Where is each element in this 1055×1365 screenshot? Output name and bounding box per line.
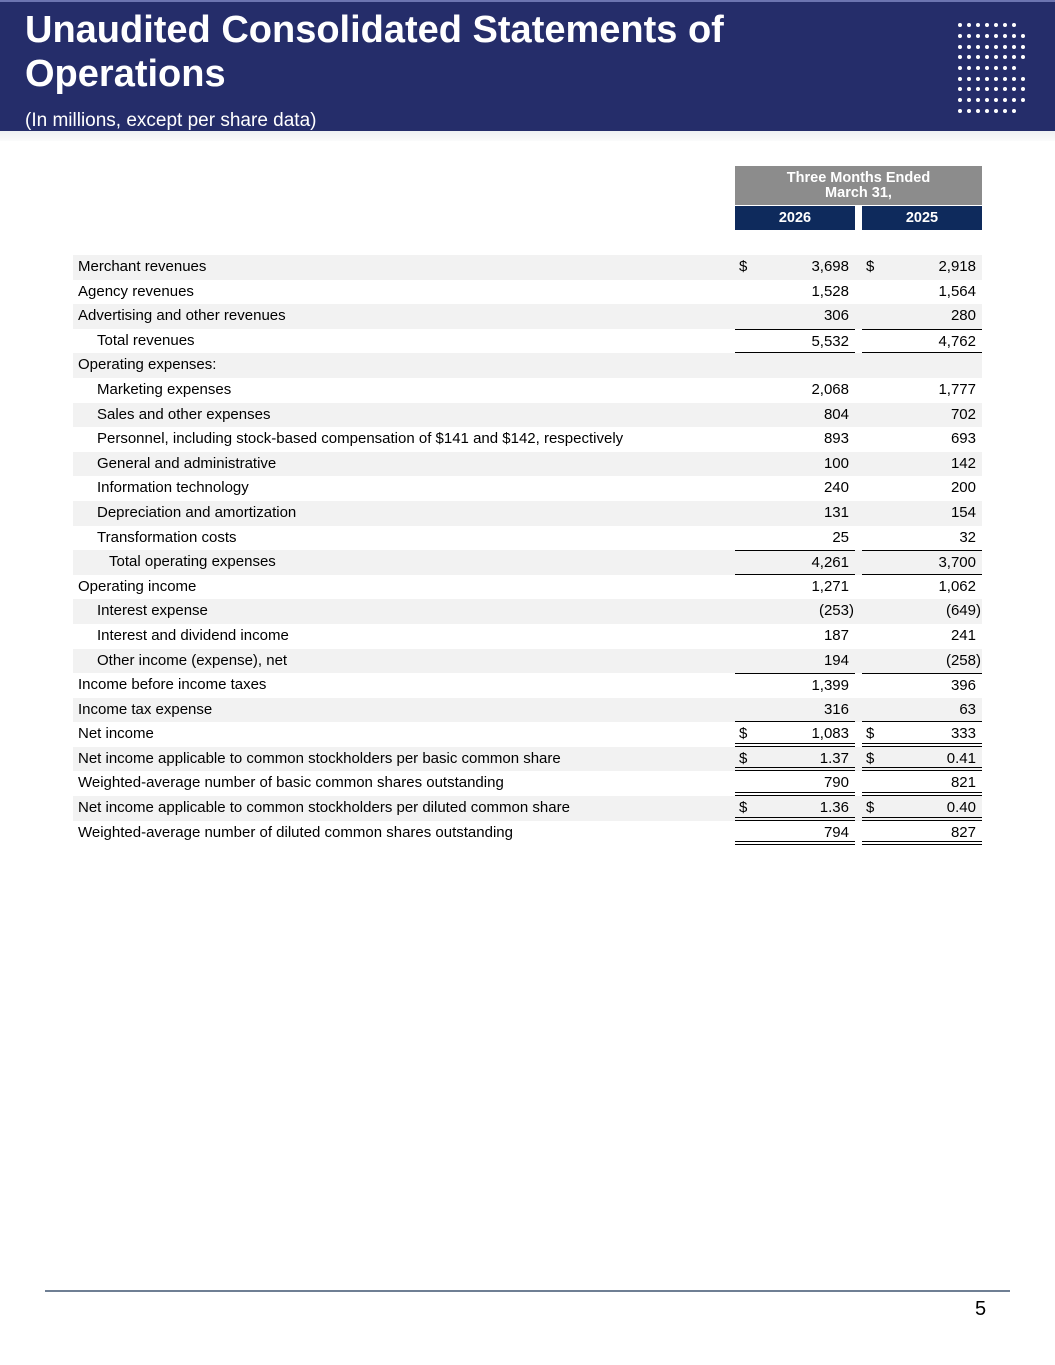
table-row [73,280,982,305]
value-cell-2026 [735,427,855,452]
page-title: Unaudited Consolidated Statements of Operations [25,9,724,95]
amount: 142 [950,454,976,472]
table-row [73,649,982,674]
dot [1021,98,1025,102]
dot [976,45,980,49]
dot [1021,77,1025,81]
table-row [73,771,982,796]
value-cell-2025 [862,722,982,747]
dot [967,23,971,27]
dot-row [958,73,1030,84]
table-row [73,452,982,477]
amount: 316 [823,700,849,718]
value-cell-2026 [735,796,855,821]
amount: 241 [950,626,976,644]
dot [1012,34,1016,38]
dot [994,23,998,27]
amount: 240 [823,479,849,497]
table-row [73,575,982,600]
row-label: Depreciation and amortization [97,503,297,521]
value-cell-2026 [735,526,855,551]
value-cell-2025 [862,575,982,600]
dot [985,109,989,113]
amount: 396 [950,677,976,695]
row-label: Other income (expense), net [97,651,288,669]
dot [967,66,971,70]
value-cell-2025 [862,280,982,305]
row-label: Marketing expenses [97,380,232,398]
table-row [73,378,982,403]
amount: 1,399 [811,677,849,695]
row-label: Interest and dividend income [97,626,289,644]
dot [1012,23,1016,27]
row-label: Weighted-average number of basic common shares outstanding [78,774,504,792]
value-cell-2026 [735,673,855,698]
value-cell-2026 [735,550,855,575]
dot [958,55,962,59]
amount: 1,083 [811,725,849,743]
dot [1003,34,1007,38]
dot [976,23,980,27]
amount: 702 [950,405,976,423]
row-label: General and administrative [97,454,277,472]
table-row [73,501,982,526]
dot [1021,55,1025,59]
page-number: 5 [975,1298,987,1320]
value-cell-2025 [862,304,982,329]
dot [1021,45,1025,49]
value-cell-2026 [735,452,855,477]
currency-symbol: $ [739,258,748,275]
dot [994,45,998,49]
value-cell-2025 [862,698,982,723]
dot [985,34,989,38]
dot [994,55,998,59]
amount: 794 [823,823,849,841]
dot [976,98,980,102]
value-cell-2026 [735,624,855,649]
dot [967,98,971,102]
amount: 1,271 [811,577,849,595]
currency-symbol: $ [866,258,875,275]
amount: 1.36 [819,799,849,817]
row-label: Operating expenses: [78,356,217,374]
dot [1003,87,1007,91]
table-row [73,698,982,723]
amount: 4,261 [811,554,849,572]
amount: 25 [832,528,849,546]
amount: (253) [818,602,854,620]
amount: 1,564 [938,282,976,300]
dot [1021,87,1025,91]
amount: 790 [823,774,849,792]
row-label: Personnel, including stock-based compensation of $141 and $142, respectively [97,430,624,448]
dot [958,109,962,113]
dot [958,77,962,81]
dot [994,77,998,81]
dot [994,66,998,70]
amount: 63 [959,700,976,718]
amount: 3,698 [811,258,849,275]
amount: 1,777 [938,380,976,398]
dot [985,98,989,102]
dot [967,87,971,91]
value-cell-2026 [735,255,855,280]
row-label: Income tax expense [78,700,213,718]
table-row [73,722,982,747]
value-cell-2026 [735,722,855,747]
table-row [73,821,982,846]
value-cell-2026 [735,280,855,305]
table-row [73,526,982,551]
amount: 693 [950,430,976,448]
dot [1003,23,1007,27]
currency-symbol: $ [739,749,748,767]
row-label: Interest expense [97,602,208,620]
row-label: Net income applicable to common stockholders per basic common share [78,749,561,767]
amount: 3,700 [938,554,976,572]
amount: 333 [950,725,976,743]
row-label: Weighted-average number of diluted common shares outstanding [78,823,513,841]
currency-symbol: $ [866,749,875,767]
row-label: Income before income taxes [78,676,267,694]
column-group-label-line1: Three Months Ended [786,169,931,186]
value-cell-2025 [862,673,982,698]
value-cell-2025 [862,624,982,649]
value-cell-2026 [735,649,855,674]
table-row [73,304,982,329]
dot [1003,45,1007,49]
dot-row [958,31,1030,42]
amount: 280 [950,307,976,325]
dot [967,34,971,38]
page-subtitle: (In millions, except per share data) [25,110,317,131]
dot [976,87,980,91]
row-label: Agency revenues [78,282,194,300]
value-cell-2025 [862,821,982,846]
dot [985,45,989,49]
dot-row [958,63,1030,74]
dot [994,98,998,102]
value-cell-2025 [862,476,982,501]
value-cell-2025 [862,526,982,551]
dot [1012,87,1016,91]
dot [1012,55,1016,59]
value-cell-2026 [735,599,855,624]
dot [994,34,998,38]
table-row [73,255,982,280]
dot-row [958,95,1030,106]
value-cell-2025 [862,550,982,575]
dot [976,77,980,81]
table-row [73,353,982,378]
dot [967,77,971,81]
currency-symbol: $ [866,799,875,817]
footer-divider [45,1290,1010,1292]
dot [1012,66,1016,70]
dot [958,23,962,27]
dot [1021,34,1025,38]
amount: 2,918 [938,258,976,275]
value-cell-2025 [862,771,982,796]
table-row [73,673,982,698]
dot [1003,55,1007,59]
dot [1012,77,1016,81]
row-label: Operating income [78,577,197,595]
value-cell-2025 [862,649,982,674]
column-group-header [735,166,982,205]
value-cell-2026 [735,575,855,600]
dot [958,66,962,70]
row-label: Sales and other expenses [97,405,271,423]
row-label: Merchant revenues [78,258,207,275]
value-cell-2026 [735,501,855,526]
row-label: Net income applicable to common stockholders per diluted common share [78,799,570,817]
value-cell-2026 [735,698,855,723]
table-row [73,747,982,772]
dot-row [958,41,1030,52]
amount: 1.37 [819,749,849,767]
row-label: Advertising and other revenues [78,307,286,325]
value-cell-2025 [862,427,982,452]
amount: 131 [823,503,849,521]
value-cell-2025 [862,255,982,280]
amount: 2,068 [811,380,849,398]
amount: 154 [950,503,976,521]
value-cell-2026 [735,821,855,846]
row-label: Information technology [97,479,249,497]
amount: (258) [945,651,981,669]
value-cell-2026 [735,403,855,428]
dot [1012,45,1016,49]
dot-row [958,84,1030,95]
dot [985,66,989,70]
dot [976,55,980,59]
value-cell-2025 [862,501,982,526]
amount: 306 [823,307,849,325]
currency-symbol: $ [739,799,748,817]
value-cell-2026 [735,304,855,329]
dot [958,87,962,91]
value-cell-2025 [862,403,982,428]
dot-row [958,106,1030,117]
amount: 1,528 [811,282,849,300]
dot [1003,77,1007,81]
amount: 827 [950,823,976,841]
row-label: Transformation costs [97,528,237,546]
dot [1003,66,1007,70]
amount: (649) [945,602,981,620]
dot [1012,109,1016,113]
dot [1003,109,1007,113]
value-cell-2025 [862,599,982,624]
amount: 821 [950,774,976,792]
amount: 187 [823,626,849,644]
table-row [73,624,982,649]
row-label: Total revenues [97,331,195,349]
dot-row [958,52,1030,63]
value-cell-2025 [862,353,982,378]
amount: 4,762 [938,332,976,350]
dot [1012,98,1016,102]
value-cell-2025 [862,378,982,403]
amount: 0.41 [946,749,976,767]
dot [985,23,989,27]
dot [958,34,962,38]
row-label: Net income [78,725,154,743]
title-banner [0,0,1055,131]
table-row [73,550,982,575]
dot-grid-icon [958,20,1030,116]
amount: 0.40 [946,799,976,817]
dot [985,77,989,81]
value-cell-2025 [862,452,982,477]
dot [976,109,980,113]
dot [1003,98,1007,102]
amount: 893 [823,430,849,448]
currency-symbol: $ [866,725,875,743]
table-row [73,427,982,452]
table-row [73,796,982,821]
value-cell-2026 [735,771,855,796]
amount: 1,062 [938,577,976,595]
table-row [73,599,982,624]
amount: 5,532 [811,332,849,350]
table-row [73,329,982,354]
dot [967,55,971,59]
value-cell-2025 [862,747,982,772]
amount: 194 [823,651,849,669]
divider-band [0,131,1055,141]
year-header-2026: 2026 [735,206,855,230]
amount: 804 [823,405,849,423]
dot [985,55,989,59]
dot [994,87,998,91]
value-cell-2025 [862,329,982,354]
currency-symbol: $ [739,725,748,743]
dot [994,109,998,113]
amount: 100 [823,454,849,472]
year-header-2025: 2025 [862,206,982,230]
dot [967,109,971,113]
dot [958,98,962,102]
dot [985,87,989,91]
value-cell-2026 [735,747,855,772]
value-cell-2026 [735,378,855,403]
value-cell-2026 [735,353,855,378]
amount: 200 [950,479,976,497]
dot [967,45,971,49]
dot [976,34,980,38]
value-cell-2026 [735,329,855,354]
column-group-label-line2: March 31, [825,184,892,201]
dot [976,66,980,70]
table-row [73,403,982,428]
table-row [73,476,982,501]
dot-row [958,20,1030,31]
row-label: Total operating expenses [109,553,276,571]
statement-table [73,255,982,845]
value-cell-2026 [735,476,855,501]
value-cell-2025 [862,796,982,821]
dot [958,45,962,49]
amount: 32 [959,528,976,546]
